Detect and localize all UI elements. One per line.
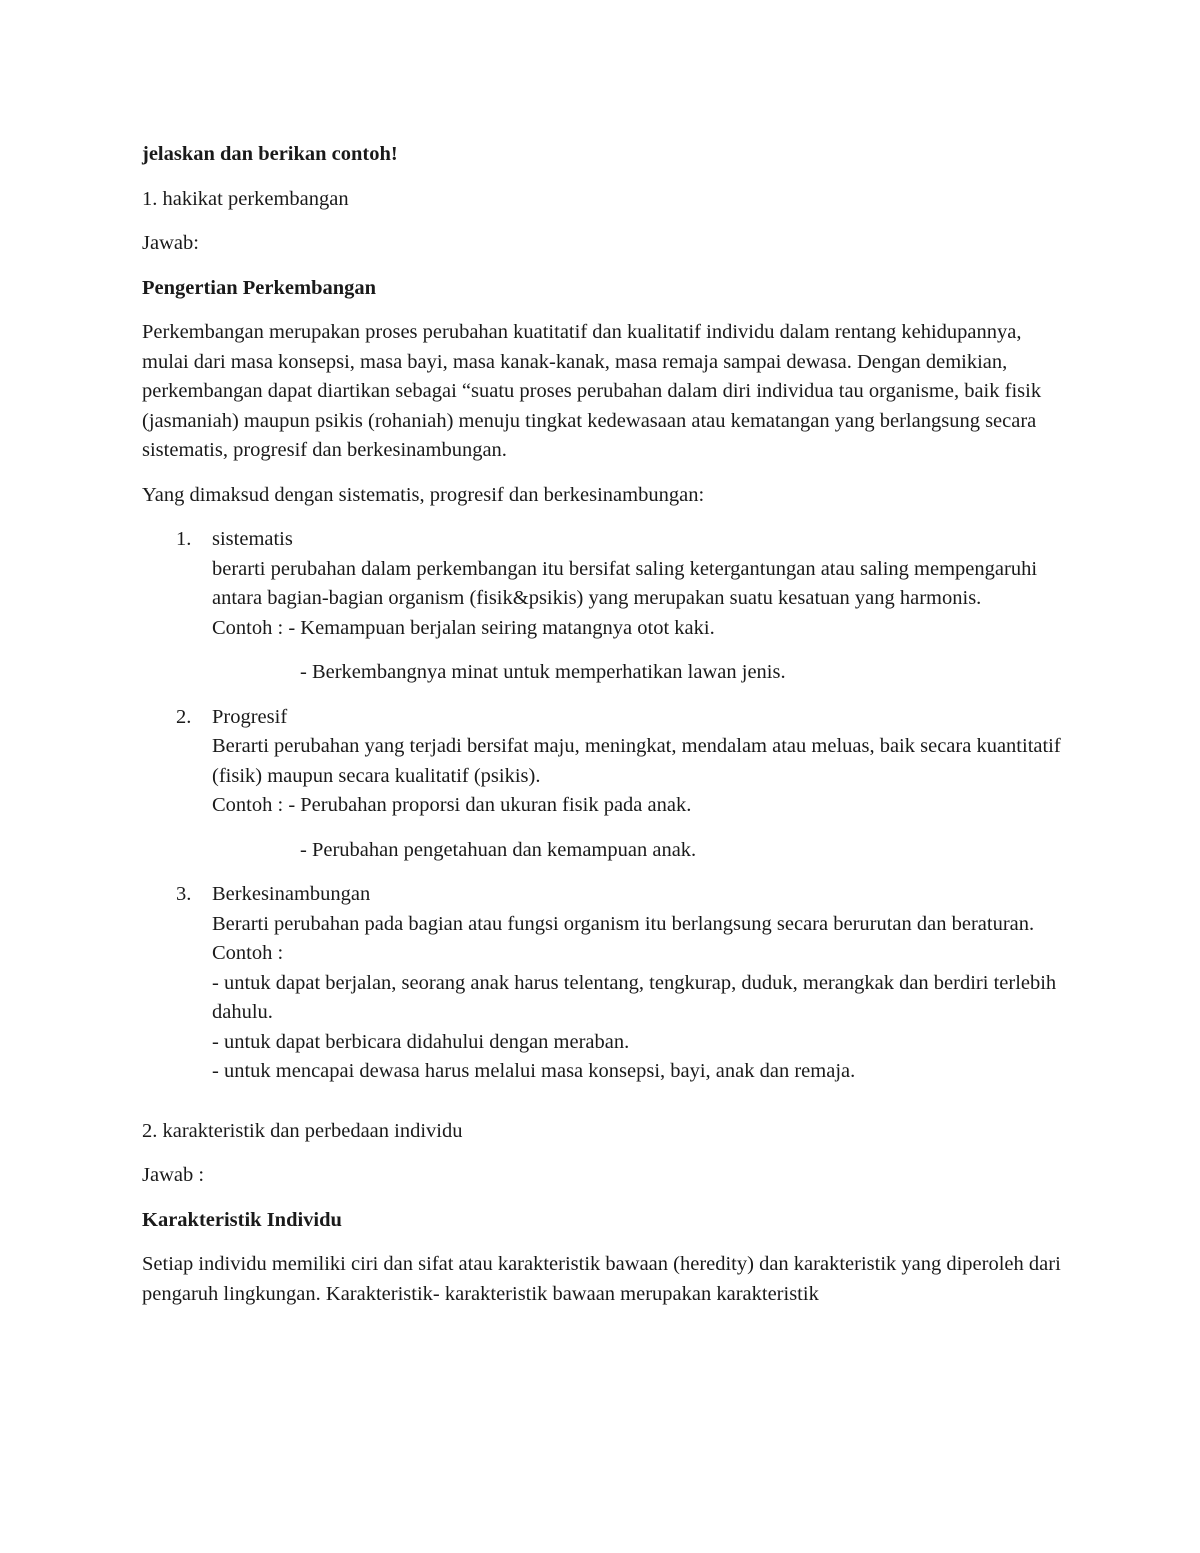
answer-label-1: Jawab: xyxy=(142,232,199,254)
list-item-example: - Perubahan pengetahuan dan kemampuan anak. xyxy=(300,838,697,861)
list-item-description: Berarti perubahan pada bagian atau fungsi organism itu berlangsung secara berurutan dan beraturan. xyxy=(212,912,1035,935)
list-item-description: Berarti perubahan yang terjadi bersifat maju, meningkat, mendalam atau meluas, baik secara kuantitatif (fisik) maupun secara kualitatif (psikis). xyxy=(212,735,1061,787)
list-item-title: Progresif xyxy=(212,705,288,728)
list-item-title: Berkesinambungan xyxy=(212,883,371,905)
list-item-example-label: Contoh : xyxy=(212,942,284,964)
question-2: 2. karakteristik dan perbedaan individu xyxy=(142,1119,463,1142)
list-item-title: sistematis xyxy=(212,528,293,550)
answer-label-2: Jawab : xyxy=(142,1164,205,1186)
list-number: 1. xyxy=(176,528,192,550)
question-1: 1. hakikat perkembangan xyxy=(142,187,349,210)
paragraph-definition: Perkembangan merupakan proses perubahan kuatitatif dan kualitatif individu dalam rentang kehidupannya, mulai dari masa konsepsi, masa bayi, masa kanak-kanak, masa remaja sampai dewasa. Dengan demikian, perkembangan dapat diartikan sebagai “suatu proses perubahan dalam diri individua tau organisme, baik fisik (jasmaniah) maupun psikis (rohaniah) menuju tingkat kedewasaan atau kematangan yang berlangsung secara sistematis, progresif dan berkesinambungan. xyxy=(142,321,1042,461)
list-number: 2. xyxy=(176,705,192,728)
list-item-example: - untuk dapat berjalan, seorang anak harus telentang, tengkurap, duduk, merangkak dan berdiri terlebih dahulu. xyxy=(212,971,1057,1023)
list-item-example: - untuk dapat berbicara didahului dengan meraban. xyxy=(212,1030,630,1053)
section-heading-pengertian: Pengertian Perkembangan xyxy=(142,276,377,299)
list-item-example: - untuk mencapai dewasa harus melalui masa konsepsi, bayi, anak dan remaja. xyxy=(212,1060,856,1082)
question-title: jelaskan dan berikan contoh! xyxy=(142,143,398,165)
list-item-description: berarti perubahan dalam perkembangan itu bersifat saling ketergantungan atau saling mempengaruhi antara bagian-bagian organism (fisik&psikis) yang merupakan suatu kesatuan yang harmonis. xyxy=(212,557,1038,609)
section-heading-karakteristik: Karakteristik Individu xyxy=(142,1208,342,1231)
paragraph-intro-list: Yang dimaksud dengan sistematis, progresif dan berkesinambungan: xyxy=(142,483,705,506)
paragraph-karakteristik: Setiap individu memiliki ciri dan sifat atau karakteristik bawaan (heredity) dan karakteristik yang diperoleh dari pengaruh lingkungan. Karakteristik- karakteristik bawaan merupakan karakteristik xyxy=(142,1253,1061,1305)
characteristics-list xyxy=(142,525,1072,1087)
list-item xyxy=(142,880,1072,1087)
list-item-example: Contoh : - Perubahan proporsi dan ukuran fisik pada anak. xyxy=(212,794,692,816)
list-item-example: - Berkembangnya minat untuk memperhatikan lawan jenis. xyxy=(300,661,786,683)
document-body xyxy=(142,140,1072,1309)
list-item-example: Contoh : - Kemampuan berjalan seiring matangnya otot kaki. xyxy=(212,616,715,639)
list-number: 3. xyxy=(176,883,192,905)
list-item xyxy=(142,525,1072,688)
list-item xyxy=(142,703,1072,866)
